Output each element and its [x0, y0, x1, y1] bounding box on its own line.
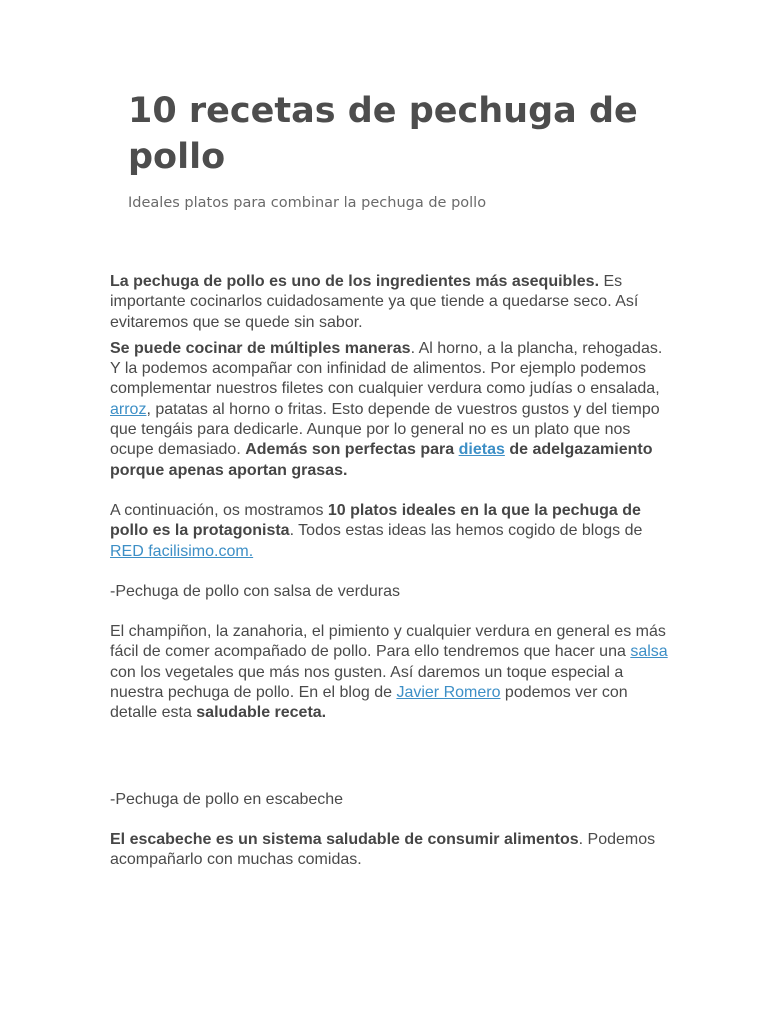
- cooking-text-2: , patatas al horno o fritas. Esto depende de vuestros gustos y del tiempo que tengáis para dedicarle. Aunque por lo general no es un plato que nos ocupe demasiado.: [110, 400, 660, 459]
- diet-bold-2: de adelgazamiento porque apenas aportan grasas.: [110, 441, 653, 479]
- escabeche-text: . Podemos acompañarlo con muchas comidas.: [110, 830, 656, 869]
- red-facilisimo-link[interactable]: RED facilisimo.com.: [110, 542, 254, 560]
- list-intro-text-1: A continuación, os mostramos: [110, 501, 328, 519]
- dietas-link[interactable]: dietas: [458, 441, 505, 459]
- escabeche-bold: El escabeche es un sistema saludable de consumir alimentos: [110, 830, 579, 848]
- salsa-link[interactable]: salsa: [630, 643, 668, 661]
- salsa-text-3: podemos ver con detalle esta: [110, 684, 628, 722]
- escabeche-paragraph: [110, 830, 670, 871]
- intro-bold: La pechuga de pollo es uno de los ingredientes más asequibles.: [110, 273, 600, 290]
- article-body: [110, 272, 670, 871]
- cooking-text-1: . Al horno, a la plancha, rehogadas. Y la podemos acompañar con infinidad de alimentos. Por ejemplo podemos complementar nuestros filetes con cualquier verdura como judías o ensalada,: [110, 339, 663, 398]
- list-intro-paragraph: [110, 501, 670, 562]
- recipe-heading-escabeche: -Pechuga de pollo en escabeche: [110, 790, 344, 808]
- salsa-text-1: El champiñon, la zanahoria, el pimiento y cualquier verdura en general es más fácil de comer acompañado de pollo. Para ello tendremos que hacer una: [110, 623, 666, 661]
- page-title: 10 recetas de pechuga de pollo: [128, 91, 638, 177]
- cooking-bold: Se puede cocinar de múltiples maneras: [110, 339, 411, 357]
- salsa-bold: saludable receta.: [196, 704, 327, 722]
- cooking-paragraph: [110, 339, 670, 481]
- arroz-link[interactable]: arroz: [110, 400, 147, 418]
- diet-bold-1: Además son perfectas para: [245, 441, 459, 459]
- salsa-paragraph: [110, 622, 670, 723]
- intro-text: Es importante cocinarlos cuidadosamente ya que tiende a quedarse seco. Así evitaremos que se quede sin sabor.: [110, 273, 639, 331]
- javier-romero-link[interactable]: Javier Romero: [396, 684, 501, 702]
- recipe-heading-salsa: -Pechuga de pollo con salsa de verduras: [110, 582, 400, 600]
- intro-paragraph: [110, 272, 670, 333]
- list-intro-bold: 10 platos ideales en la que la pechuga de pollo es la protagonista: [110, 501, 641, 540]
- page-subtitle: Ideales platos para combinar la pechuga de pollo: [128, 195, 487, 211]
- salsa-text-2: con los vegetales que más nos gusten. Así daremos un toque especial a nuestra pechuga de pollo. En el blog de: [110, 663, 624, 702]
- list-intro-text-2: . Todos estas ideas las hemos cogido de blogs de: [289, 522, 643, 540]
